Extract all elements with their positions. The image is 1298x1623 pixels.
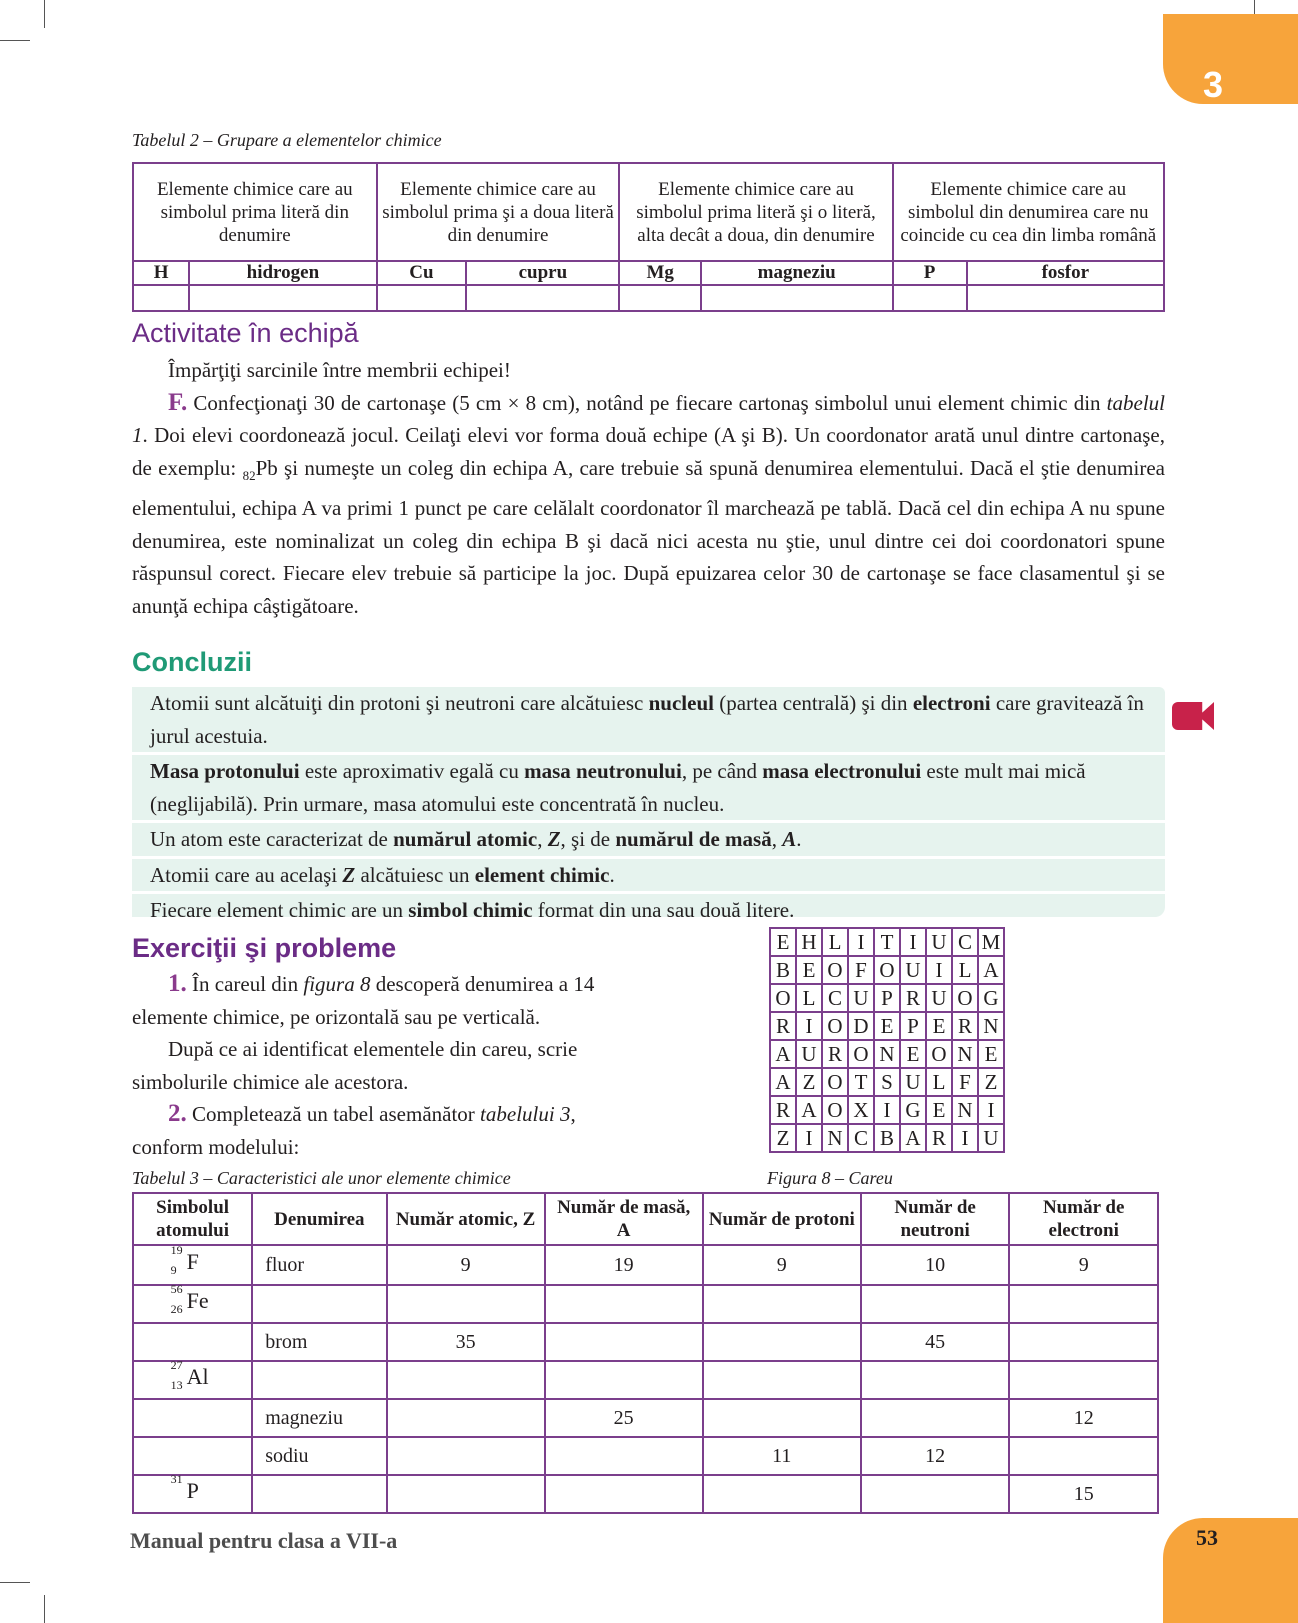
grid-letter: F xyxy=(848,956,874,984)
table3-cell xyxy=(861,1361,1010,1399)
table2-cell: cupru xyxy=(466,261,619,285)
table2-header: Elemente chimice care au simbolul din denumirea care nu coincide cu cea din limba română xyxy=(893,163,1165,261)
text: În careul din xyxy=(186,972,304,996)
grid-letter: L xyxy=(952,956,978,984)
mass-number: 19 xyxy=(170,1243,183,1257)
grid-letter: O xyxy=(822,1012,848,1040)
table3-header: Număr de electroni xyxy=(1009,1193,1158,1245)
table3-cell: 19 xyxy=(545,1245,703,1285)
table3-cell: sodiu xyxy=(252,1437,386,1475)
bold-term: Z xyxy=(342,862,356,887)
table2-cell: H xyxy=(133,261,189,285)
table-row xyxy=(133,1475,1158,1513)
table3-cell xyxy=(545,1323,703,1361)
table-row xyxy=(133,1361,1158,1399)
table2-cell: Cu xyxy=(377,261,467,285)
text: . xyxy=(796,827,802,851)
activity-body xyxy=(132,387,1165,623)
atom-symbol-cell xyxy=(133,1358,252,1399)
text: Atomii sunt alcătuiţi din protoni şi neutroni care alcătuiesc xyxy=(150,691,649,715)
grid-letter: U xyxy=(926,984,952,1012)
table3-cell xyxy=(703,1475,861,1513)
grid-letter: O xyxy=(874,956,900,984)
table3-header: Simbolul atomului xyxy=(133,1193,252,1245)
atom-symbol-cell xyxy=(133,1323,252,1361)
atom-symbol-cell xyxy=(133,1472,252,1513)
text: (partea centrală) şi din xyxy=(713,691,913,715)
grid-letter: B xyxy=(874,1124,900,1152)
grid-letter: A xyxy=(978,956,1004,984)
table3-cell: fluor xyxy=(252,1245,386,1285)
table3-cell xyxy=(387,1285,545,1323)
activity-text-part: Confecţionaţi 30 de cartonaşe (5 cm × 8 cm), notând pe fiecare cartonaş simbolul unui element chimic din xyxy=(187,390,1107,415)
table3-cell xyxy=(387,1475,545,1513)
grid-letter: I xyxy=(796,1124,822,1152)
table2-empty-cell xyxy=(619,285,700,311)
table3-caption: Tabelul 3 – Caracteristici ale unor elemente chimice xyxy=(132,1168,511,1188)
grid-letter: R xyxy=(770,1096,796,1124)
grid-letter: Z xyxy=(978,1068,1004,1096)
grid-letter: T xyxy=(848,1068,874,1096)
table3-cell xyxy=(545,1361,703,1399)
crop-mark xyxy=(0,40,30,41)
grid-letter: U xyxy=(848,984,874,1012)
grid-row xyxy=(770,1040,1004,1068)
table-row xyxy=(133,1323,1158,1361)
grid-letter: C xyxy=(848,1124,874,1152)
atom-symbol-cell xyxy=(133,1282,252,1323)
element-symbol: P xyxy=(186,1478,199,1503)
grid-letter: U xyxy=(900,1068,926,1096)
table3 xyxy=(132,1192,1159,1514)
table3-cell: 12 xyxy=(1009,1399,1158,1437)
table2-empty-cell xyxy=(189,285,376,311)
nuclide-notation xyxy=(170,1282,215,1316)
activity-intro: Împărţiţi sarcinile între membrii echipei! xyxy=(168,358,511,382)
exercise-number: 1. xyxy=(168,970,187,997)
table3-cell: 35 xyxy=(387,1323,545,1361)
page-number: 53 xyxy=(1196,1525,1218,1550)
activity-text-part: . Doi elevi coordonează jocul. Ceilaţi elevi vor forma două echipe (A şi B). Un coordonator arată unul dintre cartonaşe, de exemplu: xyxy=(132,423,1165,480)
table-row xyxy=(133,1245,1158,1285)
table2 xyxy=(132,162,1165,312)
table3-header: Număr atomic, Z xyxy=(387,1193,545,1245)
grid-letter: A xyxy=(796,1096,822,1124)
grid-letter: G xyxy=(978,984,1004,1012)
grid-letter: S xyxy=(874,1068,900,1096)
grid-letter: P xyxy=(900,1012,926,1040)
table3-cell xyxy=(703,1285,861,1323)
grid-row xyxy=(770,984,1004,1012)
grid-letter: O xyxy=(952,984,978,1012)
table3-cell xyxy=(252,1475,386,1513)
text: care gravitează în jurul acestuia. xyxy=(150,691,1144,748)
grid-letter: I xyxy=(874,1096,900,1124)
table-row xyxy=(133,1399,1158,1437)
conclusion-item xyxy=(132,859,1165,895)
nuclide-notation xyxy=(171,1438,215,1468)
grid-letter: N xyxy=(822,1124,848,1152)
table2-caption: Tabelul 2 – Grupare a elementelor chimice xyxy=(132,130,442,150)
grid-letter: G xyxy=(900,1096,926,1124)
grid-letter: O xyxy=(770,984,796,1012)
text: Atomii care au acelaşi xyxy=(150,862,343,887)
table3-cell xyxy=(1009,1437,1158,1475)
table2-cell: hidrogen xyxy=(189,261,376,285)
italic-ref: tabelului 3 xyxy=(480,1102,571,1126)
text: alcătuiesc un xyxy=(355,862,475,887)
page-number-tab xyxy=(1163,1518,1298,1623)
crop-mark xyxy=(44,1595,45,1623)
activity-italic: tabelul 1 xyxy=(132,390,1165,447)
table-row xyxy=(133,1437,1158,1475)
text: . xyxy=(609,862,615,887)
grid-letter: N xyxy=(874,1040,900,1068)
table3-cell xyxy=(387,1399,545,1437)
table2-empty-cell xyxy=(701,285,893,311)
bold-term: nucleul xyxy=(648,691,714,715)
table2-cell: P xyxy=(893,261,967,285)
chapter-number: 3 xyxy=(1203,64,1224,105)
grid-letter: O xyxy=(822,956,848,984)
grid-letter: U xyxy=(926,928,952,956)
grid-letter: A xyxy=(900,1124,926,1152)
grid-letter: R xyxy=(900,984,926,1012)
grid-row xyxy=(770,1124,1004,1152)
bold-term: A xyxy=(782,827,797,851)
text: Un atom este caracterizat de xyxy=(150,827,394,851)
grid-letter: U xyxy=(900,956,926,984)
grid-row xyxy=(770,1012,1004,1040)
text: Completează un tabel asemănător xyxy=(186,1102,481,1126)
grid-row xyxy=(770,956,1004,984)
text: descoperă denumirea a 14 elemente chimice, pe orizontală sau pe verticală. xyxy=(132,972,595,1029)
table-row xyxy=(133,1285,1158,1323)
table2-cell: Mg xyxy=(619,261,700,285)
table2-empty-cell xyxy=(377,285,467,311)
grid-letter: C xyxy=(952,928,978,956)
atom-symbol-cell xyxy=(133,1245,252,1285)
text: Fiecare element chimic are un xyxy=(150,898,409,922)
table3-cell: 10 xyxy=(861,1245,1010,1285)
text: , pe când xyxy=(681,759,763,783)
grid-letter: O xyxy=(822,1096,848,1124)
table3-cell xyxy=(387,1437,545,1475)
table3-cell xyxy=(703,1399,861,1437)
grid-letter: E xyxy=(770,928,796,956)
crop-mark xyxy=(0,1582,30,1583)
grid-letter: R xyxy=(822,1040,848,1068)
table3-cell: 11 xyxy=(703,1437,861,1475)
table3-cell: magneziu xyxy=(252,1399,386,1437)
nuclide-notation xyxy=(170,1358,215,1392)
conclusions-heading: Concluzii xyxy=(132,647,252,677)
grid-letter: L xyxy=(822,928,848,956)
grid-letter: N xyxy=(952,1096,978,1124)
atomic-number: 13 xyxy=(170,1378,183,1392)
grid-letter: X xyxy=(848,1096,874,1124)
grid-letter: R xyxy=(770,1012,796,1040)
crop-mark xyxy=(44,0,45,28)
table3-cell: 15 xyxy=(1009,1475,1158,1513)
grid-letter: E xyxy=(978,1040,1004,1068)
atom-symbol-cell xyxy=(133,1399,252,1437)
grid-letter: A xyxy=(770,1068,796,1096)
table3-cell xyxy=(703,1323,861,1361)
conclusion-item xyxy=(132,823,1165,859)
nuclide-notation xyxy=(171,1400,215,1430)
grid-letter: I xyxy=(900,928,926,956)
grid-letter: O xyxy=(926,1040,952,1068)
atomic-number: 26 xyxy=(170,1302,183,1316)
table3-cell: 9 xyxy=(387,1245,545,1285)
mass-number: 56 xyxy=(170,1282,183,1296)
grid-letter: I xyxy=(978,1096,1004,1124)
nuclide-notation xyxy=(170,1243,215,1277)
exercises-heading: Exerciţii şi probleme xyxy=(132,933,397,963)
grid-letter: M xyxy=(978,928,1004,956)
grid-letter: E xyxy=(926,1096,952,1124)
grid-row xyxy=(770,928,1004,956)
table3-cell: 12 xyxy=(861,1437,1010,1475)
table3-cell xyxy=(387,1361,545,1399)
table3-header: Număr de masă, A xyxy=(545,1193,703,1245)
grid-letter: O xyxy=(848,1040,874,1068)
element-symbol: Fe xyxy=(186,1288,209,1313)
exercise-2 xyxy=(132,1098,640,1163)
chapter-tab xyxy=(1163,14,1298,104)
grid-letter: D xyxy=(848,1012,874,1040)
table3-body xyxy=(133,1245,1158,1513)
table3-cell: brom xyxy=(252,1323,386,1361)
exercise-1-continued: După ce ai identificat elementele din careu, scrie simbolurile chimice ale acestora. xyxy=(132,1037,578,1094)
table3-cell xyxy=(703,1361,861,1399)
table3-cell xyxy=(545,1437,703,1475)
table3-cell xyxy=(861,1399,1010,1437)
text: este mult mai mică (neglijabilă). Prin urmare, masa atomului este concentrată în nucleu. xyxy=(150,759,1086,816)
table3-header: Denumirea xyxy=(252,1193,386,1245)
grid-letter: O xyxy=(822,1068,848,1096)
mass-number: 27 xyxy=(170,1358,183,1372)
grid-letter: T xyxy=(874,928,900,956)
grid-letter: N xyxy=(978,1012,1004,1040)
grid-letter: I xyxy=(796,1012,822,1040)
word-search-grid xyxy=(769,927,1005,1153)
grid-letter: N xyxy=(952,1040,978,1068)
table2-header: Elemente chimice care au simbolul prima literă din denumire xyxy=(133,163,377,261)
nuclide-notation xyxy=(170,1472,215,1506)
grid-letter: I xyxy=(848,928,874,956)
grid-letter: H xyxy=(796,928,822,956)
table3-cell xyxy=(252,1361,386,1399)
table3-cell xyxy=(1009,1323,1158,1361)
table3-header: Număr de protoni xyxy=(703,1193,861,1245)
table3-cell xyxy=(861,1285,1010,1323)
grid-letter: C xyxy=(822,984,848,1012)
atom-symbol-cell xyxy=(133,1437,252,1475)
table2-empty-cell xyxy=(133,285,189,311)
bold-term: Masa protonului xyxy=(150,759,300,783)
table3-cell xyxy=(545,1285,703,1323)
bold-term: electroni xyxy=(912,691,991,715)
grid-letter: I xyxy=(952,1124,978,1152)
conclusion-item xyxy=(132,755,1165,823)
grid-letter: L xyxy=(796,984,822,1012)
grid-letter: E xyxy=(874,1012,900,1040)
example-symbol: Pb xyxy=(255,455,278,480)
table2-empty-cell xyxy=(466,285,619,311)
grid-letter: U xyxy=(796,1040,822,1068)
grid-letter: Z xyxy=(770,1124,796,1152)
bold-term: Z xyxy=(547,827,561,851)
table3-header: Număr de neutroni xyxy=(861,1193,1010,1245)
exercises-text xyxy=(132,968,640,1163)
grid-letter: E xyxy=(926,1012,952,1040)
table2-cell: fosfor xyxy=(967,261,1164,285)
table2-empty-cell xyxy=(893,285,967,311)
grid-letter: L xyxy=(926,1068,952,1096)
text: , şi de xyxy=(560,827,616,851)
table3-cell: 45 xyxy=(861,1323,1010,1361)
table2-header: Elemente chimice care au simbolul prima şi a doua literă din denumire xyxy=(377,163,620,261)
bold-term: element chimic xyxy=(474,862,610,887)
grid-letter: B xyxy=(770,956,796,984)
video-marker-icon xyxy=(1172,702,1214,730)
conclusion-item xyxy=(132,687,1165,755)
grid-letter: E xyxy=(796,956,822,984)
table2-cell: magneziu xyxy=(701,261,893,285)
table3-cell xyxy=(545,1475,703,1513)
mass-number: 31 xyxy=(170,1472,183,1486)
nuclide-notation xyxy=(171,1324,215,1354)
table2-empty-cell xyxy=(967,285,1164,311)
text: , conform modelului: xyxy=(132,1102,576,1159)
bold-term: simbol chimic xyxy=(408,898,533,922)
element-symbol: Al xyxy=(186,1364,209,1389)
table3-cell xyxy=(252,1285,386,1323)
grid-letter: P xyxy=(874,984,900,1012)
grid-letter: E xyxy=(900,1040,926,1068)
italic-ref: figura 8 xyxy=(303,972,371,996)
example-atomic-number: 82 xyxy=(242,467,256,483)
grid-letter: A xyxy=(770,1040,796,1068)
grid-letter: F xyxy=(952,1068,978,1096)
text: format din una sau două litere. xyxy=(532,898,795,922)
bold-term: masa electronului xyxy=(762,759,922,783)
text: , xyxy=(537,827,548,851)
table3-cell xyxy=(1009,1285,1158,1323)
table3-cell: 25 xyxy=(545,1399,703,1437)
conclusions-box xyxy=(132,687,1165,922)
grid-letter: U xyxy=(978,1124,1004,1152)
grid-row xyxy=(770,1068,1004,1096)
grid-letter: I xyxy=(926,956,952,984)
book-title: Manual pentru clasa a VII-a xyxy=(130,1528,398,1553)
text: , xyxy=(771,827,783,851)
text: este aproximativ egală cu xyxy=(299,759,525,783)
table3-cell xyxy=(1009,1361,1158,1399)
bold-term: masa neutronului xyxy=(524,759,682,783)
bold-term: numărul atomic xyxy=(393,827,538,851)
table3-cell: 9 xyxy=(1009,1245,1158,1285)
atomic-number: 9 xyxy=(170,1263,177,1277)
grid-letter: R xyxy=(926,1124,952,1152)
bold-term: numărul de masă xyxy=(615,827,772,851)
element-symbol: F xyxy=(186,1249,199,1274)
activity-text xyxy=(132,354,1165,622)
table3-cell xyxy=(861,1475,1010,1513)
grid-letter: R xyxy=(952,1012,978,1040)
table2-header: Elemente chimice care au simbolul prima literă şi o literă, alta decât a doua, din denumire xyxy=(619,163,892,261)
exercise-1 xyxy=(132,968,640,1033)
conclusion-item xyxy=(132,894,1165,927)
activity-heading: Activitate în echipă xyxy=(132,318,359,348)
activity-text-part: şi numeşte un coleg din echipa A, care trebuie să spună denumirea elementului. Dacă el ştie denumirea elementului, echipa A va primi 1 punct pe care celălalt coordonator îl marchează pe tablă. Dacă cel din echipa A nu spune denumirea, este nominalizat un coleg din echipa B şi dacă nici acesta nu ştie, unul dintre cei doi coordonatori spune răspunsul corect. Fiecare elev trebuie să participe la joc. După epuizarea celor 30 de cartonaşe se face clasamentul şi se anunţă echipa câştigătoare. xyxy=(132,455,1165,618)
table3-cell: 9 xyxy=(703,1245,861,1285)
exercise-number: 2. xyxy=(168,1100,187,1127)
grid-letter: Z xyxy=(796,1068,822,1096)
grid-caption: Figura 8 – Careu xyxy=(767,1168,893,1188)
activity-letter: F. xyxy=(168,388,188,416)
grid-row xyxy=(770,1096,1004,1124)
